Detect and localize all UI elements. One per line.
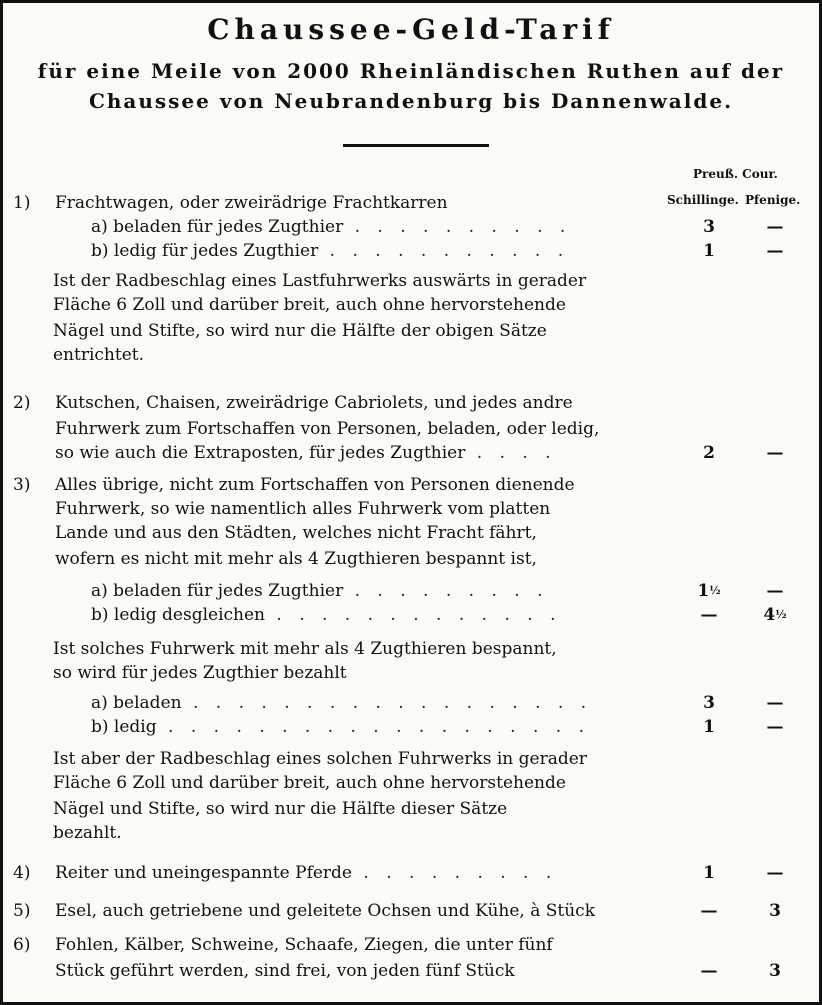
entry-text-content: Kutschen, Chaisen, zweirädrige Cabriolets, und jedes andre bbox=[55, 393, 573, 413]
entry-text-content: Esel, auch getriebene und geleitete Ochsen und Kühe, à Stück bbox=[55, 901, 596, 921]
entry-text-content: Stück geführt werden, sind frei, von jeden fünf Stück bbox=[55, 961, 515, 981]
schillinge-value: 1 bbox=[703, 717, 715, 737]
entry-text bbox=[55, 419, 599, 439]
pfenige-value: 3 bbox=[769, 901, 781, 921]
tariff-subtitle-line-2: Chaussee von Neubrandenburg bis Dannenwalde. bbox=[88, 89, 734, 113]
entry-text-content: Fuhrwerk zum Fortschaffen von Personen, beladen, oder ledig, bbox=[55, 419, 600, 439]
fraction: ½ bbox=[709, 584, 721, 597]
entry-text bbox=[91, 693, 592, 713]
entry-text-content: Reiter und uneingespannte Pferde bbox=[55, 863, 352, 883]
pfenige-value: — bbox=[766, 717, 784, 737]
schillinge-value: 3 bbox=[703, 217, 715, 237]
entry-text-content: so wird für jedes Zugthier bezahlt bbox=[53, 663, 347, 683]
entry-text bbox=[91, 581, 548, 601]
pfenige-value: $4^{\frac{1}{2}}$ bbox=[763, 605, 787, 625]
entry-text bbox=[91, 605, 561, 625]
leader-dots: . . . . . . . . . . . . . . . . . . . bbox=[156, 717, 590, 737]
entry-text bbox=[53, 799, 507, 819]
entry-text-content: bezahlt. bbox=[53, 823, 122, 843]
entry-text bbox=[55, 549, 537, 569]
schillinge-value: 2 bbox=[703, 443, 715, 463]
entry-text-content: Fohlen, Kälber, Schweine, Schaafe, Ziegen, die unter fünf bbox=[55, 935, 553, 955]
entry-text bbox=[91, 241, 569, 261]
entry-text-content: Ist der Radbeschlag eines Lastfuhrwerks auswärts in gerader bbox=[53, 271, 587, 291]
column-header-pfenige: Pfenige. bbox=[745, 193, 801, 207]
entry-text bbox=[53, 271, 586, 291]
entry-text-content: so wie auch die Extraposten, für jedes Zugthier bbox=[55, 443, 466, 463]
fraction: ½ bbox=[775, 608, 787, 621]
entry-text bbox=[55, 901, 595, 921]
leader-dots: . . . . . . . . . . bbox=[343, 217, 572, 237]
entry-text bbox=[91, 217, 571, 237]
entry-text-content: Fuhrwerk, so wie namentlich alles Fuhrwerk vom platten bbox=[55, 499, 551, 519]
entry-text-content: entrichtet. bbox=[53, 345, 145, 365]
schillinge-value: — bbox=[700, 605, 718, 625]
schillinge-value: 3 bbox=[703, 693, 715, 713]
leader-dots: . . . . . . . . . . . . . bbox=[264, 605, 562, 625]
entry-number: 1) bbox=[13, 193, 31, 213]
entry-number: 2) bbox=[13, 393, 31, 413]
pfenige-value: 3 bbox=[769, 961, 781, 981]
entry-text bbox=[53, 749, 587, 769]
schillinge-value: — bbox=[700, 961, 718, 981]
entry-text bbox=[55, 935, 553, 955]
entry-text bbox=[91, 717, 590, 737]
entry-number: 5) bbox=[13, 901, 31, 921]
entry-number: 3) bbox=[13, 475, 31, 495]
entry-text-content: a) beladen für jedes Zugthier bbox=[91, 217, 344, 237]
pfenige-value: — bbox=[766, 443, 784, 463]
schillinge-value: 1 bbox=[703, 863, 715, 883]
entry-text bbox=[53, 345, 144, 365]
entry-text-content: wofern es nicht mit mehr als 4 Zugthieren bespannt ist, bbox=[55, 549, 537, 569]
entry-text bbox=[53, 663, 347, 683]
entry-text-content: Lande und aus den Städten, welches nicht Fracht fährt, bbox=[55, 523, 537, 543]
entry-text-content: Ist solches Fuhrwerk mit mehr als 4 Zugthieren bespannt, bbox=[53, 639, 557, 659]
pfenige-value: — bbox=[766, 581, 784, 601]
schillinge-value: $1^{\frac{1}{2}}$ bbox=[697, 581, 721, 601]
pfenige-value: — bbox=[766, 241, 784, 261]
entry-text bbox=[55, 443, 557, 463]
pfenige-value: — bbox=[766, 217, 784, 237]
tariff-subtitle-line-1: für eine Meile von 2000 Rheinländischen Ruthen auf der bbox=[37, 59, 785, 83]
pfenige-value: — bbox=[766, 863, 784, 883]
entry-text bbox=[53, 321, 547, 341]
entry-number: 6) bbox=[13, 935, 31, 955]
entry-text-content: b) ledig desgleichen bbox=[91, 605, 265, 625]
entry-text bbox=[53, 639, 557, 659]
entry-text-content: b) ledig bbox=[91, 717, 157, 737]
entry-text bbox=[55, 393, 573, 413]
currency-header: Preuß. Cour. bbox=[693, 167, 778, 181]
entry-text-content: Alles übrige, nicht zum Fortschaffen von Personen dienende bbox=[55, 475, 575, 495]
entry-text-content: a) beladen bbox=[91, 693, 182, 713]
entry-text bbox=[55, 961, 515, 981]
entry-text bbox=[55, 863, 557, 883]
leader-dots: . . . . . . . . . . . bbox=[318, 241, 570, 261]
entry-text-content: Ist aber der Radbeschlag eines solchen Fuhrwerks in gerader bbox=[53, 749, 587, 769]
leader-dots: . . . . . . . . . bbox=[352, 863, 558, 883]
entry-text-content: Nägel und Stifte, so wird nur die Hälfte dieser Sätze bbox=[53, 799, 508, 819]
entry-text bbox=[53, 773, 566, 793]
pfenige-value: — bbox=[766, 693, 784, 713]
entry-text bbox=[55, 499, 550, 519]
entry-text-content: b) ledig für jedes Zugthier bbox=[91, 241, 319, 261]
entry-text bbox=[53, 823, 122, 843]
title-divider bbox=[343, 144, 489, 147]
entry-text-content: Fläche 6 Zoll und darüber breit, auch ohne hervorstehende bbox=[53, 295, 566, 315]
entry-text bbox=[55, 193, 448, 213]
leader-dots: . . . . bbox=[465, 443, 557, 463]
entry-number: 4) bbox=[13, 863, 31, 883]
entry-text bbox=[55, 475, 575, 495]
entry-text bbox=[53, 295, 566, 315]
entry-text-content: Frachtwagen, oder zweirädrige Frachtkarren bbox=[55, 193, 448, 213]
leader-dots: . . . . . . . . . . . . . . . . . . bbox=[181, 693, 593, 713]
schillinge-value: — bbox=[700, 901, 718, 921]
leader-dots: . . . . . . . . . bbox=[343, 581, 549, 601]
entry-text-content: Nägel und Stifte, so wird nur die Hälfte der obigen Sätze bbox=[53, 321, 547, 341]
entry-text bbox=[55, 523, 537, 543]
schillinge-value: 1 bbox=[703, 241, 715, 261]
column-header-schillinge: Schillinge. bbox=[667, 193, 739, 207]
entry-text-content: Fläche 6 Zoll und darüber breit, auch ohne hervorstehende bbox=[53, 773, 566, 793]
tariff-title: Chaussee-Geld-Tarif bbox=[207, 13, 615, 46]
entry-text-content: a) beladen für jedes Zugthier bbox=[91, 581, 344, 601]
